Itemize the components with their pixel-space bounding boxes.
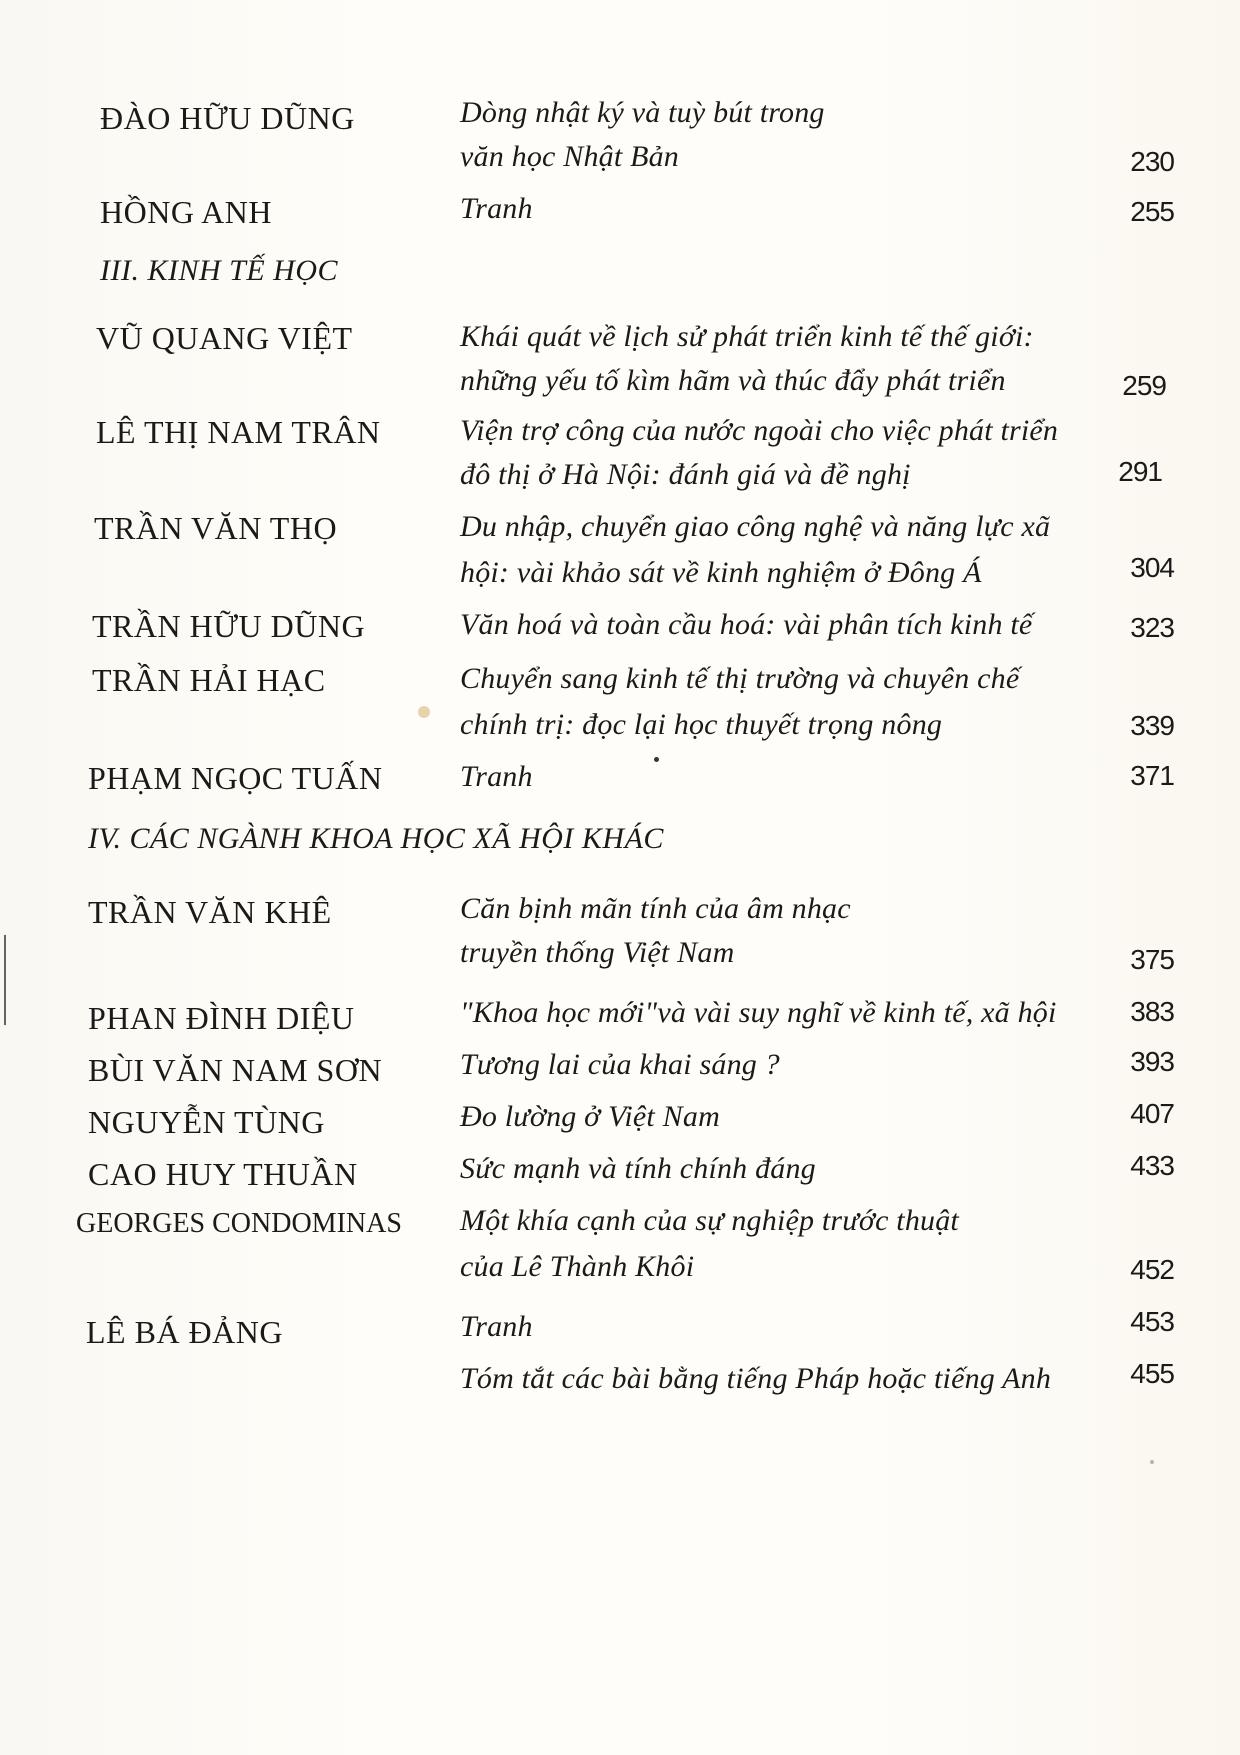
entry-title-line: Căn bịnh mãn tính của âm nhạc (460, 892, 851, 925)
entry-title-line: Tranh (460, 192, 533, 225)
entry-page-number: 304 (1130, 552, 1174, 583)
entry-page-number: 375 (1130, 944, 1174, 975)
entry-page-number: 255 (1130, 196, 1174, 227)
entry-page-number: 407 (1130, 1098, 1174, 1129)
entry-page-number: 291 (1118, 456, 1162, 487)
entry-title-line: văn học Nhật Bản (460, 140, 680, 173)
entry-author: ĐÀO HỮU DŨNG (100, 100, 355, 136)
entry-title-line: của Lê Thành Khôi (460, 1250, 695, 1283)
entry-page-number: 452 (1130, 1254, 1174, 1285)
entry-page-number: 383 (1130, 996, 1174, 1027)
entry-author: TRẦN HỮU DŨNG (92, 608, 366, 644)
entry-title-line: Du nhập, chuyển giao công nghệ và năng lực xã (460, 510, 1051, 543)
entry-page-number: 323 (1130, 612, 1174, 643)
entry-author: VŨ QUANG VIỆT (96, 320, 353, 356)
entry-page-number: 339 (1130, 710, 1174, 741)
entry-author: TRẦN VĂN KHÊ (88, 894, 332, 930)
paper-speck (418, 706, 430, 718)
entry-title-line: Tương lai của khai sáng ? (460, 1048, 780, 1081)
entry-author: NGUYỄN TÙNG (88, 1104, 325, 1140)
entry-title-line: hội: vài khảo sát về kinh nghiệm ở Đông Á (460, 556, 982, 589)
entry-author: TRẦN HẢI HẠC (92, 662, 326, 698)
entry-author: LÊ BÁ ĐẢNG (86, 1314, 283, 1350)
paper-speck (654, 757, 659, 762)
entry-page-number: 393 (1130, 1046, 1174, 1077)
entry-author: LÊ THỊ NAM TRÂN (96, 414, 381, 450)
entry-title-line: Tranh (460, 760, 533, 793)
entry-title-line: đô thị ở Hà Nội: đánh giá và đề nghị (460, 458, 911, 491)
entry-page-number: 259 (1122, 370, 1166, 401)
section-heading: III. KINH TẾ HỌC (100, 254, 338, 287)
entry-title-line: Sức mạnh và tính chính đáng (460, 1152, 816, 1185)
paper-speck (1150, 1460, 1154, 1464)
entry-author: PHAN ĐÌNH DIỆU (88, 1000, 355, 1036)
entry-page-number: 453 (1130, 1306, 1174, 1337)
entry-author: PHẠM NGỌC TUẤN (88, 760, 383, 796)
entry-page-number: 455 (1130, 1358, 1174, 1389)
entry-title-line: Chuyển sang kinh tế thị trường và chuyên chế (460, 662, 1020, 695)
entry-title-line: truyền thống Việt Nam (460, 936, 735, 969)
entry-author: HỒNG ANH (100, 194, 272, 230)
entry-author: BÙI VĂN NAM SƠN (88, 1052, 383, 1088)
entry-author: CAO HUY THUẦN (88, 1156, 358, 1192)
entry-title-line: Khái quát về lịch sử phát triển kinh tế thế giới: (460, 320, 1034, 353)
entry-page-number: 230 (1130, 146, 1174, 177)
entry-title-line: Tranh (460, 1310, 533, 1343)
entry-page-number: 371 (1130, 760, 1174, 791)
entry-title-line: Tóm tắt các bài bằng tiếng Pháp hoặc tiếng Anh (460, 1362, 1052, 1395)
entry-author: TRẦN VĂN THỌ (94, 510, 338, 546)
entry-title-line: Một khía cạnh của sự nghiệp trước thuật (460, 1204, 959, 1237)
section-heading: IV. CÁC NGÀNH KHOA HỌC XÃ HỘI KHÁC (88, 822, 664, 855)
entry-title-line: Dòng nhật ký và tuỳ bút trong (460, 96, 825, 129)
entry-title-line: Đo lường ở Việt Nam (460, 1100, 720, 1133)
entry-title-line: "Khoa học mới"và vài suy nghĩ về kinh tế, xã hội (460, 996, 1057, 1029)
entry-title-line: chính trị: đọc lại học thuyết trọng nông (460, 708, 943, 741)
entry-title-line: Văn hoá và toàn cầu hoá: vài phân tích kinh tế (460, 608, 1033, 641)
scan-edge-mark (4, 935, 6, 1025)
entry-title-line: những yếu tố kìm hãm và thúc đẩy phát triển (460, 364, 1006, 397)
entry-title-line: Viện trợ công của nước ngoài cho việc phát triển (460, 414, 1059, 447)
entry-page-number: 433 (1130, 1150, 1174, 1181)
entry-author: GEORGES CONDOMINAS (76, 1208, 402, 1239)
